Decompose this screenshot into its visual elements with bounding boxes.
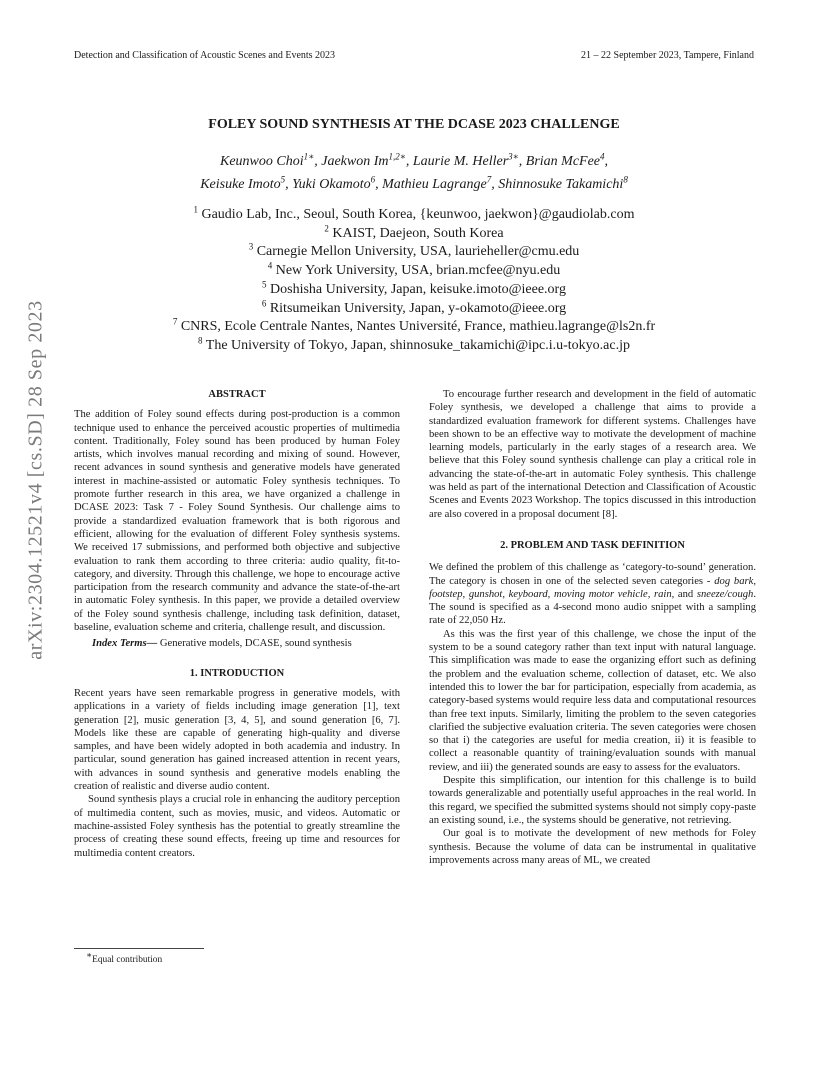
problem-paragraph-1 (429, 561, 756, 627)
affiliation-line (74, 297, 754, 319)
footnote-divider (74, 948, 204, 949)
citation-link[interactable]: [3, 4, 5] (224, 714, 264, 726)
affiliation-number: 7 (172, 316, 178, 327)
left-column (74, 388, 400, 860)
running-header-right: 21 – 22 September 2023, Tampere, Finland (581, 50, 754, 61)
affiliation-text: The University of Tokyo, Japan, shinnosuke_takamichi@ipc.i.u-tokyo.ac.jp (205, 337, 630, 353)
index-terms (74, 637, 400, 650)
affiliation-line (74, 262, 754, 281)
affiliation-number: 5 (262, 279, 267, 290)
author-name: Shinnosuke Takamichi (498, 177, 624, 192)
affiliation-number: 3 (248, 241, 254, 252)
author-affil-mark: 8 (623, 174, 628, 185)
citation-link[interactable]: [2] (123, 714, 137, 726)
citation-link[interactable]: [8] (602, 508, 615, 520)
problem-paragraph-4: Our goal is to motivate the development of new methods for Foley synthesis. Because the volume of data can be instrumental in qualitative improvements across many areas of ML, we created (429, 828, 756, 866)
affiliation-text: Gaudio Lab, Inc., Seoul, South Korea, {keunwoo, jaekwon}@gaudiolab.com (201, 207, 635, 222)
author-affil-mark: 1∗ (303, 151, 315, 162)
affiliation-number: 6 (261, 297, 267, 308)
author-affil-mark: 4 (600, 151, 605, 162)
author-line-2: Keisuke Imoto$^5$, Yuki Okamoto$^6$, Mathieu Lagrange$^7$, Shinnosuke Takamichi$^8$ (200, 174, 628, 192)
author-line-1: Keunwoo Choi$^{1∗}$, Jaekwon $Im^{1,2∗}$, Laurie M. Heller$^{3∗}$, Brian McFee$^4$, (219, 151, 609, 169)
abstract-text: The addition of Foley sound effects during post-production is a common technique used to enhance the perceived acoustic properties of multimedia content. Traditionally, Foley sound has been produced by human Foley artists, which involves manual recording and mixing of sound. However, recent advances in sound synthesis and generative models have generated interest in machine-assisted or automatic Foley synthesis techniques. To promote further research in this area, we have organized a challenge in DCASE 2023: Task 7 - Foley Sound Synthesis. Our challenge aims to provide a standardized evaluation framework that is both rigorous and efficient, allowing for the evaluation of different Foley synthesis systems. We received 17 submissions, and performed both objective and subjective evaluation to rank them according to three criteria: audio quality, fit-to-category, and diversity. Through this challenge, we hope to encourage active participation from the research community and advance the state-of-the-art in automatic Foley synthesis. In this paper, we provide a detailed overview of the Foley sound synthesis challenge, including task definition, dataset, baseline, evaluation scheme and criteria, challenge result, and discussion. (74, 409, 400, 634)
arxiv-stamp-text: arXiv:2304.12521v4 [cs.SD] 28 Sep 2023 (24, 300, 47, 660)
problem-paragraph-2: As this was the first year of this challenge, we chose the input of the system to be a sound category rather than text input with natural language. This simplification was made to ease the organizing effort such as defining the problem and the evaluation scheme, collection of dataset, etc. We also intended this to lower the bar for participation, especially from academia, as category-based systems would require less data and computational resources than free text inputs. Similarly, limiting the problem to the seven categories clarified the subjective evaluation criteria. The seven categories were chosen so that i) the categories are useful for media creation, ii) it is feasible to collect a reasonable quantity of training/evaluation sounds with manual review, and iii) the generated sounds are easy to assess for the evaluators. (429, 628, 756, 773)
problem-text: We defined the problem of this challenge as ‘category-to-sound’ generation. The category is chosen in one of the selected seven categories - (429, 562, 756, 587)
citation-link[interactable]: [1] (363, 701, 376, 713)
intro-text: To encourage further research and development in the field of automatic Foley synthesis, we developed a challenge that aims to provide a standardized evaluation framework for different systems. Challenges have been shown to be an effective way to motivate the development of machine learning models, particularly in the early stages of a research area. We believe that this Foley sound synthesis challenge can play a critical role in advancing the state-of-the-art in automatic Foley synthesis. This challenge was held as part of the international Detection and Classification of Acoustic Scenes and Events 2023 Workshop. The topics discussed in this introduction are also covered in a proposal document (429, 389, 756, 520)
intro-text: , and sound generation (263, 714, 372, 726)
affiliation-line (74, 243, 754, 262)
affiliation-text: New York University, USA, brian.mcfee@nyu.edu (275, 263, 561, 279)
intro-heading: 1. INTRODUCTION (189, 667, 285, 679)
footnote-mark: ∗ (86, 950, 93, 960)
author-affil-mark: 6 (370, 174, 376, 185)
author-affil-mark: 5 (280, 174, 286, 185)
intro-paragraph-3 (429, 388, 756, 521)
problem-text: . The sound is specified as a 4-second mono audio snippet with a sampling rate of 22,050 Hz. (429, 588, 756, 627)
affiliation-number: 8 (198, 335, 203, 346)
affiliation-text: Doshisha University, Japan, keisuke.imoto@ieee.org (270, 281, 566, 297)
affiliation-text: Carnegie Mellon University, USA, laurieheller@cmu.edu (256, 244, 580, 260)
footnote-text: Equal contribution (92, 955, 163, 966)
author-name: Laurie M. Heller (412, 154, 509, 169)
author-name: Keisuke Imoto (200, 177, 281, 192)
affiliation-number: 1 (193, 204, 198, 215)
affiliation-text: CNRS, Ecole Centrale Nantes, Nantes Université, France, mathieu.lagrange@ls2n.fr (180, 319, 656, 335)
author-name: Mathieu Lagrange (382, 177, 487, 192)
intro-text: . Models like these are capable of generating high-quality and diverse samples, and have been widely adopted in both academia and industry. In particular, sound generation has gained increased attention in recent years, with advances in sound synthesis and generative models enabling the creation of realistic and diverse audio content. (74, 714, 401, 793)
index-terms-label: Index Terms— (92, 638, 158, 650)
author-list (74, 150, 754, 196)
intro-text: . (614, 508, 618, 520)
category-item: sneeze/cough (696, 588, 754, 600)
running-header-left: Detection and Classification of Acoustic Scenes and Events 2023 (74, 50, 336, 61)
author-affil-mark: 1,2∗ (388, 151, 406, 162)
problem-text: and (674, 588, 697, 600)
category-list: dog bark, footstep, gunshot, keyboard, moving motor vehicle, rain, (429, 575, 756, 600)
author-name: Yuki Okamoto (292, 177, 371, 192)
author-name: Jaekwon Im (321, 154, 389, 169)
intro-text: , music generation (136, 714, 225, 726)
author-affil-mark: 7 (486, 174, 492, 185)
author-affil-mark: 3∗ (508, 151, 519, 162)
affiliation-number: 4 (267, 260, 273, 271)
affiliation-line (74, 281, 754, 300)
author-name: Keunwoo Choi (219, 154, 304, 169)
affiliation-line (74, 318, 754, 337)
intro-text: Recent years have seen remarkable progress in generative models, with applications in a variety of fields including image generation (74, 687, 400, 713)
author-name: Brian McFee (525, 154, 601, 169)
affiliation-line (74, 337, 754, 356)
affiliation-line (74, 225, 754, 244)
intro-paragraph-2: Sound synthesis plays a crucial role in enhancing the auditory perception of multimedia content, such as movies, music, and videos. Automatic or machine-assisted Foley synthesis has the potential to greatly streamline the process of creating these sound effects, freeing up time and resources for multimedia content creators. (74, 794, 400, 859)
intro-text: , text generation (74, 701, 400, 726)
affiliation-line (74, 206, 754, 225)
right-column (429, 388, 756, 867)
intro-paragraph-1 (74, 687, 400, 793)
index-terms-text: Generative models, DCASE, sound synthesis (157, 638, 352, 650)
paper-title: FOLEY SOUND SYNTHESIS AT THE DCASE 2023 CHALLENGE (208, 117, 620, 132)
citation-link[interactable]: [6, 7] (371, 714, 398, 726)
affiliation-number: 2 (324, 223, 329, 234)
abstract-heading: ABSTRACT (208, 389, 266, 400)
affiliation-text: Ritsumeikan University, Japan, y-okamoto@ieee.org (269, 300, 567, 316)
affiliation-list (74, 206, 754, 356)
problem-heading: 2. PROBLEM AND TASK DEFINITION (500, 539, 685, 551)
affiliation-text: KAIST, Daejeon, South Korea (332, 225, 504, 241)
footnote (86, 950, 163, 966)
problem-paragraph-3: Despite this simplification, our intention for this challenge is to build towards generalizable and potentially useful approaches in the real world. In this regard, we specified the submitted systems should not simply copy-paste an existing sound, i.e., the systems should be generative, not retrieving. (429, 775, 756, 826)
